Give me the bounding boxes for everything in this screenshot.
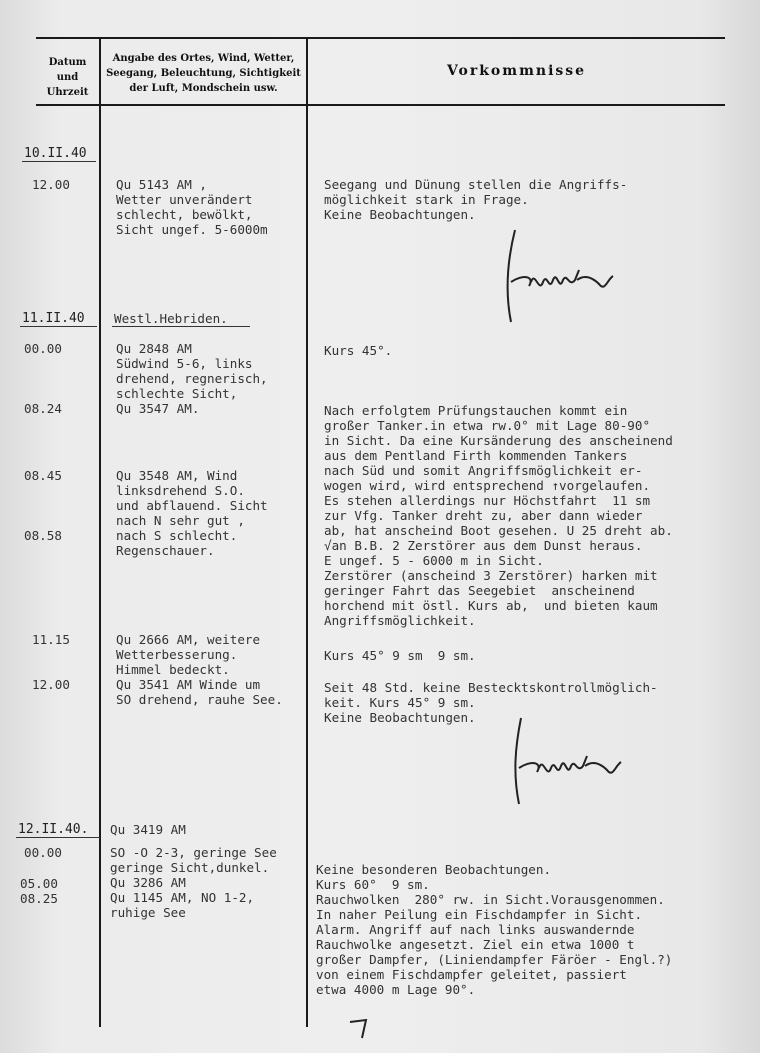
header-location-line-1: Angabe des Ortes, Wind, Wetter, <box>112 53 295 64</box>
entry-location-line: nach S schlecht. <box>116 528 238 543</box>
entry-time: 00.00 <box>24 845 62 860</box>
entry-location-line: Himmel bedeckt. <box>116 662 230 677</box>
entry-event-line: keit. Kurs 45° 9 sm. <box>324 695 476 710</box>
handwritten-mark <box>348 1016 378 1040</box>
entry-event-line: zur Vfg. Tanker dreht zu, aber dann wieder <box>324 508 643 523</box>
entry-event-line: etwa 4000 m Lage 90°. <box>316 982 476 997</box>
day-date-underline <box>22 161 96 162</box>
entry-event-line: großer Dampfer, (Liniendampfer Färöer - Engl.?) <box>316 952 673 967</box>
column-divider-2 <box>306 37 308 1027</box>
day-date: 11.II.40 <box>22 311 85 326</box>
entry-event-line: nach Süd und somit Angriffsmöglichkeit er- <box>324 463 643 478</box>
entry-time: 12.00 <box>32 677 70 692</box>
entry-event-line: möglichkeit stark in Frage. <box>324 192 529 207</box>
entry-time: 08.25 <box>20 891 58 906</box>
header-date-time <box>36 55 99 100</box>
header-date-line-1: Datum <box>48 57 87 68</box>
day-date: 10.II.40 <box>24 146 87 161</box>
entry-event-line: Kurs 60° 9 sm. <box>316 877 430 892</box>
entry-location-line: Qu 5143 AM , <box>116 177 207 192</box>
entry-event-line: geringer Fahrt das Seegebiet anscheinend <box>324 583 635 598</box>
entry-time: 08.24 <box>24 401 62 416</box>
entry-time: 12.00 <box>32 177 70 192</box>
entry-event-line: Angriffsmöglichkeit. <box>324 613 476 628</box>
entry-event-line: von einem Fischdampfer geleitet, passiert <box>316 967 627 982</box>
entry-location-line: Qu 3286 AM <box>110 875 186 890</box>
entry-time: 08.45 <box>24 468 62 483</box>
header-date-line-3: Uhrzeit <box>46 87 89 98</box>
entry-event-line: Alarm. Angriff auf nach links auswandernde <box>316 922 635 937</box>
header-location-weather <box>101 51 306 96</box>
entry-location-line: SO drehend, rauhe See. <box>116 692 283 707</box>
entry-location-line: Regenschauer. <box>116 543 215 558</box>
entry-location-line: Wetter unverändert <box>116 192 253 207</box>
entry-event-line: Rauchwolke angesetzt. Ziel ein etwa 1000 t <box>316 937 635 952</box>
day-place: Westl.Hebriden. <box>114 311 228 326</box>
entry-time: 11.15 <box>32 632 70 647</box>
entry-event-line: √an B.B. 2 Zerstörer aus dem Dunst heraus. <box>324 538 643 553</box>
entry-location-line: Qu 3541 AM Winde um <box>116 677 261 692</box>
header-location-line-3: der Luft, Mondschein usw. <box>129 83 278 94</box>
entry-location-line: Sicht ungef. 5-6000m <box>116 222 268 237</box>
entry-event-line: Keine besonderen Beobachtungen. <box>316 862 552 877</box>
entry-event-line: Keine Beobachtungen. <box>324 710 476 725</box>
entry-location-line: ruhige See <box>110 905 186 920</box>
entry-event-line: Es stehen allerdings nur Höchstfahrt 11 sm <box>324 493 651 508</box>
entry-location-line: linksdrehend S.O. <box>116 483 245 498</box>
entry-event-line: In naher Peilung ein Fischdampfer in Sicht. <box>316 907 643 922</box>
entry-location-line: schlechte Sicht, <box>116 386 238 401</box>
entry-event-line: in Sicht. Da eine Kursänderung des anscheinend <box>324 433 673 448</box>
header-date-line-2: und <box>56 72 79 83</box>
entry-location-line: Südwind 5-6, links <box>116 356 253 371</box>
header-location-line-2: Seegang, Beleuchtung, Sichtigkeit <box>106 68 301 79</box>
entry-event-line: Seit 48 Std. keine Bestecktskontrollmöglich- <box>324 680 658 695</box>
entry-location-line: nach N sehr gut , <box>116 513 245 528</box>
entry-location-line: Wetterbesserung. <box>116 647 238 662</box>
entry-location-line: Qu 3547 AM. <box>116 401 200 416</box>
column-divider-1 <box>99 37 101 1027</box>
entry-location-line: und abflauend. Sicht <box>116 498 268 513</box>
entry-event-line: ab, hat anscheind Boot gesehen. U 25 dreht ab. <box>324 523 673 538</box>
table-top-rule <box>36 37 725 39</box>
entry-event-line: Kurs 45° 9 sm 9 sm. <box>324 648 476 663</box>
entry-event-line: Nach erfolgtem Prüfungstauchen kommt ein <box>324 403 628 418</box>
entry-location-line: Qu 1145 AM, NO 1-2, <box>110 890 255 905</box>
entry-time: 08.58 <box>24 528 62 543</box>
entry-location-line: schlecht, bewölkt, <box>116 207 253 222</box>
commander-signature <box>495 222 625 332</box>
entry-location-line: SO -O 2-3, geringe See <box>110 845 277 860</box>
header-events: Vorkommnisse <box>446 63 587 79</box>
entry-location-line: Qu 3548 AM, Wind <box>116 468 238 483</box>
entry-event-line: Seegang und Dünung stellen die Angriffs- <box>324 177 628 192</box>
day-date: 12.II.40. <box>18 822 89 837</box>
header-bottom-rule <box>36 104 725 106</box>
entry-location-line: Qu 2848 AM <box>116 341 192 356</box>
entry-location-line: Qu 2666 AM, weitere <box>116 632 261 647</box>
entry-time: 05.00 <box>20 876 58 891</box>
entry-time: 00.00 <box>24 341 62 356</box>
entry-event-line: horchend mit östl. Kurs ab, und bieten kaum <box>324 598 658 613</box>
entry-event-line: Rauchwolken 280° rw. in Sicht.Vorausgenommen. <box>316 892 665 907</box>
entry-location-line: Qu 3419 AM <box>110 822 186 837</box>
entry-event-line: Kurs 45°. <box>324 343 393 358</box>
entry-event-line: E ungef. 5 - 6000 m in Sicht. <box>324 553 544 568</box>
entry-event-line: aus dem Pentland Firth kommenden Tankers <box>324 448 628 463</box>
entry-event-line: Zerstörer (anscheind 3 Zerstörer) harken mit <box>324 568 658 583</box>
entry-event-line: großer Tanker.in etwa rw.0° mit Lage 80-90° <box>324 418 651 433</box>
day-place-underline <box>112 326 250 327</box>
day-date-underline <box>20 326 97 327</box>
commander-signature <box>505 712 635 812</box>
entry-event-line: wogen wird, wird entsprechend ↑vorgelaufen. <box>324 478 651 493</box>
entry-location-line: drehend, regnerisch, <box>116 371 268 386</box>
entry-location-line: geringe Sicht,dunkel. <box>110 860 270 875</box>
day-date-underline <box>16 837 100 838</box>
entry-event-line: Keine Beobachtungen. <box>324 207 476 222</box>
